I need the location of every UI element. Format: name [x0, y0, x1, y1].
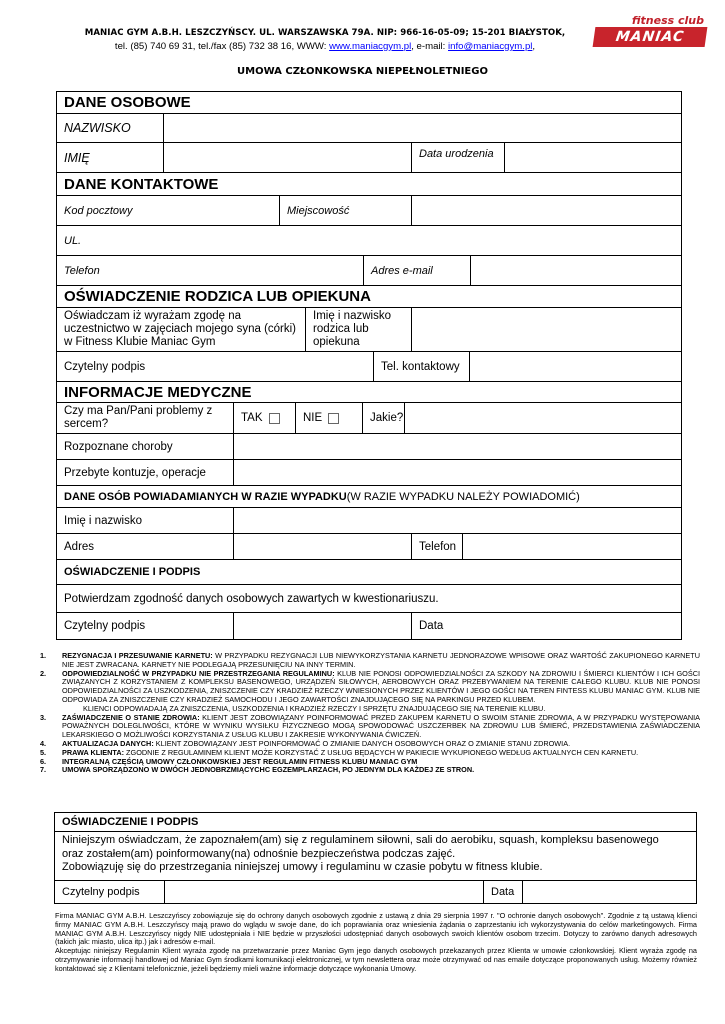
surname-label: NAZWISKO [56, 113, 164, 143]
email-link[interactable]: info@maniacgym.pl [448, 41, 533, 52]
emergency-heading-bold: DANE OSÓB POWIADAMIANYCH W RAZIE WYPADKU [64, 490, 347, 503]
diseases-field[interactable] [233, 433, 682, 460]
emergency-phone-label: Telefon [411, 533, 463, 560]
statement-heading: OŚWIADCZENIE I PODPIS [56, 559, 682, 585]
final-statement-text [54, 831, 697, 881]
consent-line-3: w Fitness Klubie Maniac Gym [64, 336, 216, 348]
company-contact [60, 41, 590, 52]
section-contact-heading: DANE KONTAKTOWE [56, 172, 682, 196]
parent-name-line-3: opiekuna [313, 336, 360, 348]
heart-yes-option[interactable] [233, 402, 296, 434]
consent-line-1: Oświadczam iż wyrażam zgodę na [64, 310, 242, 322]
rule-item: 3. ZAŚWIADCZENIE O STANIE ZDROWIA: KLIENT JEST ZOBOWIĄZANY POINFORMOWAĆ PRZED ZAKUPEM KARNETU O SWOIM STANIE ZDROWIA, A W PRZYPADKU WYSTĘPOWANIA POWAŻNYCH DOLEGLIWOŚCI, KTÓRE W WYNIKU WYSIŁKU FIZYCZNEGO MOGĄ SPOWODOWAĆ USZCZERBEK NA ZDROWIU LUB ŚMIERĆ, PRZEDSTAWIENIA ZAŚWIADCZENIA LEKARSKIEGO O MOŻLIWOŚCI KORZYSTANIA Z USŁUG KLUBU I ZAKRESIE WYKONYWANIA ĆWICZEŃ. [40, 712, 700, 740]
contact-phones: tel. (85) 740 69 31, tel./fax (85) 732 38 16, WWW: [114, 41, 330, 52]
emergency-address-field[interactable] [233, 533, 412, 560]
logo-maniac-gym: MANIAC GYM [593, 27, 708, 47]
diseases-label: Rozpoznane choroby [56, 433, 234, 460]
rule-item: 4. AKTUALIZACJA DANYCH: KLIENT ZOBOWIĄZANY JEST POINFORMOWAĆ O ZMIANIE DANYCH OSOBOWYCH ORAZ O ZMIANIE STANU ZDROWIA. [40, 738, 571, 748]
maniac-gym-logo [594, 14, 706, 65]
consent-paragraph: Akceptując niniejszy Regulamin Klient wyraża zgodę na przetwarzanie przez Maniac Gym jego danych osobowych przekazanych przez Klienta w umowie członkowskiej. Klient wyraża zgodę na otrzymywanie informacji handlowej od Maniac Gym środkami komunikacji elektronicznej, w tym newslettera oraz może otrzymywać od nas emaile dotyczące proponowanych usług. Możemy również kontaktować się z Klientami telefonicznie, jeżeli będziemy mieli ważne informacje dotyczące wykonania Umowy. [55, 946, 697, 973]
email-field[interactable] [470, 255, 682, 286]
no-label: NIE [303, 412, 323, 424]
city-label: Miejscowość [279, 195, 412, 226]
emergency-name-field[interactable] [233, 507, 682, 534]
emergency-name-label: Imię i nazwisko [56, 507, 234, 534]
final-line-1: Niniejszym oświadczam, że zapoznałem(am) się z regulaminem siłowni, sali do aerobiku, squash, kompleksu basenowego [62, 834, 659, 846]
parent-consent-text [56, 307, 306, 352]
privacy-footer [55, 912, 697, 974]
parent-name-line-2: rodzica lub [313, 323, 369, 335]
consent-line-2: uczestnictwo w zajęciach mojego syna (córki) [64, 323, 297, 335]
yes-label: TAK [241, 412, 263, 424]
final-line-2: oraz zostałem(am) poinformowany(na) odnośnie bezpieczeństwa podczas zajęć. [62, 847, 456, 860]
heart-line-1: Czy ma Pan/Pani problemy z [64, 405, 213, 417]
street-field[interactable]: UL. [56, 225, 682, 256]
heart-no-option[interactable] [295, 402, 363, 434]
email-prefix: , e-mail: [411, 41, 449, 52]
parent-signature-field[interactable]: Czytelny podpis [56, 351, 374, 382]
parent-name-label [305, 307, 412, 352]
section-medical-heading: INFORMACJE MEDYCZNE [56, 381, 682, 403]
injuries-label: Przebyte kontuzje, operacje [56, 459, 234, 486]
which-field[interactable] [404, 402, 682, 434]
medical-signature-field[interactable] [233, 612, 412, 640]
postal-code-field[interactable]: Kod pocztowy [56, 195, 280, 226]
name-label: IMIĘ [56, 142, 164, 173]
email-suffix: , [532, 41, 536, 52]
parent-phone-label: Tel. kontaktowy [373, 351, 470, 382]
rule-item: KLIENCI ODPOWIADAJĄ ZA ZNISZCZENIA, USZKODZENIA I KRADZIEŻ RZECZY I SPRZĘTU ZNAJDUJĄCEGO SIĘ NA TERENIE KLUBU. [83, 703, 546, 713]
emergency-address-label: Adres [56, 533, 234, 560]
heart-line-2: sercem? [64, 418, 109, 430]
injuries-field[interactable] [233, 459, 682, 486]
section-personal-heading: DANE OSOBOWE [56, 91, 682, 114]
confirm-text: Potwierdzam zgodność danych osobowych zawartych w kwestionariuszu. [56, 584, 682, 613]
rules-list [40, 652, 700, 775]
which-label: Jakie? [362, 402, 405, 434]
company-header [60, 28, 590, 52]
rule-item: 6. INTEGRALNĄ CZĘŚCIĄ UMOWY CZŁONKOWSKIEJ JEST REGULAMIN FITNESS KLUBU MANIAC GYM [40, 756, 418, 766]
final-statement-heading: OŚWIADCZENIE I PODPIS [54, 812, 697, 832]
website-link[interactable]: www.maniacgym.pl [329, 41, 412, 52]
rule-item: 5. PRAWA KLIENTA: ZGODNIE Z REGULAMINEM KLIENT MOŻE KORZYSTAĆ Z USŁUG BĘDĄCYCH W PAKIECIE WYKUPIONEGO WEDŁUG AKTUALNYCH CEN KARNETU. [40, 747, 639, 757]
parent-phone-field[interactable] [469, 351, 682, 382]
surname-field[interactable] [163, 113, 682, 143]
emergency-phone-field[interactable] [462, 533, 682, 560]
final-signature-field[interactable] [164, 880, 484, 904]
birth-date-label: Data urodzenia [411, 142, 505, 173]
parent-name-line-1: Imię i nazwisko [313, 310, 391, 322]
emergency-heading [56, 485, 682, 508]
section-parent-heading: OŚWIADCZENIE RODZICA LUB OPIEKUNA [56, 285, 682, 308]
company-address: MANIAC GYM A.B.H. LESZCZYŃSCY. UL. WARSZAWSKA 79A. NIP: 966-16-05-09; 15-201 BIAŁYSTOK, [84, 28, 566, 38]
medical-signature-label: Czytelny podpis [56, 612, 234, 640]
heart-question [56, 402, 234, 434]
yes-checkbox[interactable] [269, 413, 280, 424]
logo-fitness-club: fitness club [631, 14, 704, 27]
final-date-field[interactable] [522, 880, 697, 904]
privacy-paragraph: Firma MANIAC GYM A.B.H. Leszczyńscy zobowiązuje się do ochrony danych osobowych zgodnie z ustawą z dnia 29 sierpnia 1997 r. "O ochronie danych osobowych". Zgodnie z tą ustawą klienci firmy MANIAC GYM A.B.H. Leszczyńscy mają prawo do wglądu w swoje dane, do ich poprawiania oraz wniesienia żądania o zaprzestaniu ich wykorzystywania do celów marketingowych. Firma MANIAC GYM A.B.H. Leszczyńscy nigdy NIE udostępniała i NIE będzie w przyszłości udostępniać danych osobowych swoich klientów osobom trzecim. Dotyczy to zarówno danych adresowych (takich jak: miasto, ulica itp.) jak i adresów e-mail. [55, 911, 697, 947]
final-signature-label: Czytelny podpis [54, 880, 165, 904]
medical-date-field[interactable]: Data [411, 612, 682, 640]
email-label: Adres e-mail [363, 255, 471, 286]
phone-field[interactable]: Telefon [56, 255, 364, 286]
rule-item: 1. REZYGNACJA I PRZESUWANIE KARNETU: W PRZYPADKU REZYGNACJI LUB NIEWYKORZYSTANIA KARNETU JEDNORAZOWE WPISOWE ORAZ WARTOŚĆ ZAKUPIONEGO KARNETU NIE JEST ZWRACANA. KARNETY NIE PODLEGAJĄ PRZESUNIĘCIU NA INNY TERMIN. [40, 651, 700, 669]
rule-item: 7. UMOWA SPORZĄDZONO W DWÓCH JEDNOBRZMIĄCYCHC EGZEMPLARZACH, PO JEDNYM DLA KAŻDEJ ZE STRON. [40, 765, 475, 775]
final-date-label: Data [483, 880, 523, 904]
name-field[interactable] [163, 142, 412, 173]
no-checkbox[interactable] [328, 413, 339, 424]
parent-name-field[interactable] [411, 307, 682, 352]
emergency-heading-note: (W RAZIE WYPADKU NALEŻY POWIADOMIĆ) [346, 490, 580, 503]
birth-date-field[interactable] [504, 142, 682, 173]
rule-item: 2. ODPOWIEDZIALNOŚĆ W PRZYPADKU NIE PRZESTRZEGANIA REGULAMINU: KLUB NIE PONOSI ODPOWIEDZIALNOŚCI ZA SZKODY NA ZDROWIU I ŚMIERCI KLIENTÓW I ICH GOŚCI ZWIĄZANYCH Z KORZYSTANIEM Z KOMPLEKSU BASENOWEGO, URZĄDZEŃ SIŁOWYCH, AEROBOWYCH ORAZ PRZEBYWANIEM NA TERENIE CAŁEGO KLUBU. KLUB NIE PONOSI ODPOWIEDZIALNOŚCI ZA USZKODZENIA, ZNISZCZENIE CZY KRADZIEŻ RZECZY WNIESIONYCH PRZEZ KLIENTÓW I JEGO GOŚCI NA TEREN FINTESS KLUBU MANIAC GYM. KLUB NIE ODPOWIADA ZA ZNISZCZENIE CZY KRADZIEŻ SAMOCHODU I JEGO ZAWARTOŚCI ZNAJDUJĄCEGO SIĘ NA PARKINGU PRZED KLUBEM. [40, 668, 700, 704]
document-title: UMOWA CZŁONKOWSKA NIEPEŁNOLETNIEGO [237, 66, 488, 77]
city-field[interactable] [411, 195, 682, 226]
final-line-3: Zobowiązuję się do przestrzegania niniejszej umowy i regulaminu w czasie pobytu w fitness klubie. [62, 861, 543, 873]
